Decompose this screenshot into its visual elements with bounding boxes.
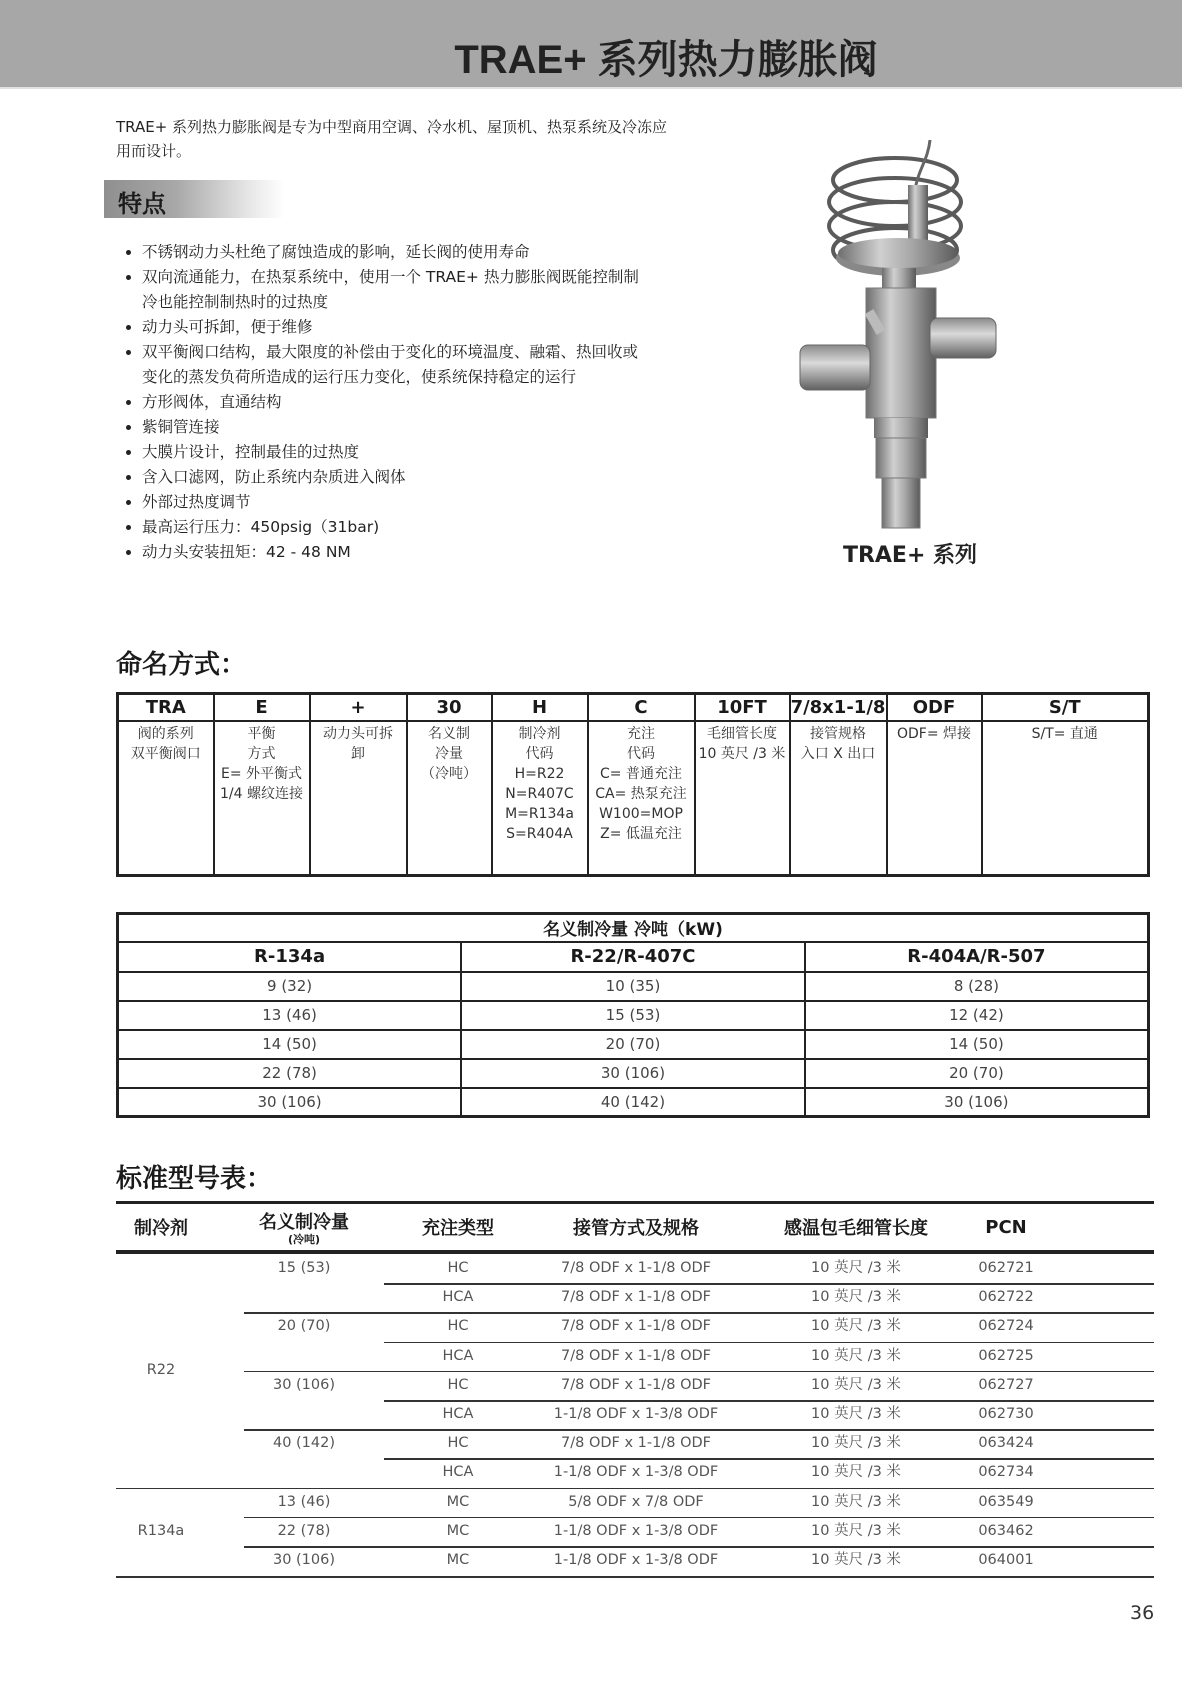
capacity-row — [118, 1030, 1149, 1059]
naming-code: E — [214, 694, 310, 721]
model-pcn: 063424 — [978, 1435, 1034, 1452]
feature-item: 最高运行压力：450psig（31bar) — [124, 515, 644, 540]
naming-desc-line: S/T= 直通 — [1031, 725, 1098, 742]
feature-item: 动力头安装扭矩：42 - 48 NM — [124, 540, 644, 565]
naming-desc — [695, 721, 790, 876]
naming-desc-line: C= 普通充注 — [600, 765, 682, 782]
capacity-header: R-134a — [118, 942, 462, 972]
col-charge: 充注类型 — [422, 1218, 494, 1239]
col-connection: 接管方式及规格 — [573, 1218, 699, 1239]
model-pcn: 063462 — [978, 1522, 1034, 1539]
col-pcn: PCN — [985, 1216, 1027, 1238]
capacity-cell: 9 (32) — [118, 972, 462, 1001]
model-charge: MC — [446, 1522, 470, 1539]
capacity-row — [118, 1088, 1149, 1117]
model-capacity: 30 (106) — [272, 1376, 336, 1393]
model-pcn: 062727 — [978, 1376, 1034, 1393]
model-capillary: 10 英尺 /3 米 — [811, 1376, 901, 1393]
model-capillary: 10 英尺 /3 米 — [811, 1347, 901, 1364]
naming-desc — [790, 721, 887, 876]
capacity-cell: 12 (42) — [805, 1001, 1149, 1030]
feature-item: 不锈钢动力头杜绝了腐蚀造成的影响，延长阀的使用寿命 — [124, 240, 644, 265]
capacity-cell: 15 (53) — [461, 1001, 805, 1030]
capacity-cell: 13 (46) — [118, 1001, 462, 1030]
naming-code: ODF — [887, 694, 982, 721]
model-connection: 7/8 ODF x 1-1/8 ODF — [561, 1260, 711, 1276]
model-charge: HCA — [442, 1406, 474, 1422]
model-charge: MC — [446, 1552, 470, 1568]
naming-desc — [588, 721, 695, 876]
naming-heading: 命名方式： — [116, 650, 247, 680]
capacity-cell: 8 (28) — [805, 972, 1149, 1001]
expansion-valve-photo — [790, 140, 1030, 540]
naming-desc-line: M=R134a — [505, 805, 574, 822]
model-pcn: 063549 — [978, 1493, 1034, 1510]
capacity-cell: 14 (50) — [118, 1030, 462, 1059]
capacity-cell: 10 (35) — [461, 972, 805, 1001]
capacity-row — [118, 1059, 1149, 1088]
model-capillary: 10 英尺 /3 米 — [811, 1522, 901, 1539]
naming-desc-line: 阀的系列 — [137, 725, 194, 742]
model-capacity: 15 (53) — [277, 1260, 331, 1276]
capacity-header-row — [118, 942, 1149, 972]
naming-desc-line: ODF= 焊接 — [896, 725, 972, 742]
naming-code: C — [588, 694, 695, 721]
feature-item: 双平衡阀口结构，最大限度的补偿由于变化的环境温度、融霜、热回收或变化的蒸发负荷所造成的运行压力变化，使系统保持稳定的运行 — [124, 340, 644, 390]
model-capillary: 10 英尺 /3 米 — [811, 1260, 901, 1276]
naming-desc-line: 充注 — [627, 725, 655, 742]
naming-desc-line: W100=MOP — [599, 805, 683, 822]
naming-desc — [407, 721, 492, 876]
capacity-cell: 30 (106) — [805, 1088, 1149, 1117]
model-capillary: 10 英尺 /3 米 — [811, 1406, 901, 1422]
model-connection: 7/8 ODF x 1-1/8 ODF — [561, 1435, 711, 1452]
capacity-cell: 20 (70) — [461, 1030, 805, 1059]
naming-desc — [214, 721, 310, 876]
header-bar — [0, 0, 1182, 89]
feature-item: 紫铜管连接 — [124, 415, 644, 440]
model-refrigerant: R22 — [146, 1362, 176, 1379]
naming-code: 10FT — [695, 694, 790, 721]
models-bottom-rule — [116, 1576, 1154, 1578]
model-capillary: 10 英尺 /3 米 — [811, 1435, 901, 1452]
col-capacity-unit: (冷吨) — [287, 1233, 321, 1246]
naming-desc — [118, 721, 214, 876]
model-charge: HCA — [442, 1464, 474, 1481]
features-heading-tag — [104, 180, 284, 218]
naming-desc-line: S=R404A — [506, 825, 573, 842]
model-pcn: 062722 — [978, 1289, 1034, 1306]
features-heading: 特点 — [118, 190, 166, 218]
models-header-row — [116, 1204, 1154, 1250]
model-capacity: 22 (78) — [277, 1522, 331, 1539]
model-charge: HC — [447, 1435, 469, 1452]
model-capillary: 10 英尺 /3 米 — [811, 1289, 901, 1306]
naming-desc-line: 卸 — [351, 745, 365, 762]
model-capacity: 13 (46) — [277, 1493, 331, 1510]
feature-item: 大膜片设计，控制最佳的过热度 — [124, 440, 644, 465]
model-capillary: 10 英尺 /3 米 — [811, 1493, 901, 1510]
model-connection: 1-1/8 ODF x 1-3/8 ODF — [553, 1464, 719, 1481]
model-pcn: 062721 — [978, 1260, 1034, 1276]
naming-desc-line: E= 外平衡式 — [220, 765, 303, 782]
naming-desc-line: N=R407C — [505, 785, 574, 802]
intro-paragraph: TRAE+ 系列热力膨胀阀是专为中型商用空调、冷水机、屋顶机、热泵系统及冷冻应用而设计。 — [116, 118, 668, 160]
naming-desc — [310, 721, 407, 876]
naming-desc-row — [118, 721, 1149, 876]
capacity-row — [118, 1001, 1149, 1030]
features-list — [124, 240, 644, 565]
model-charge: HC — [447, 1376, 469, 1393]
naming-desc-line: 10 英尺 /3 米 — [698, 745, 786, 762]
col-capacity-label: 名义制冷量 — [259, 1212, 349, 1233]
model-charge: HCA — [442, 1347, 474, 1364]
capacity-cell: 30 (106) — [461, 1059, 805, 1088]
model-pcn: 062730 — [978, 1406, 1034, 1422]
model-connection: 7/8 ODF x 1-1/8 ODF — [561, 1347, 711, 1364]
feature-item: 外部过热度调节 — [124, 490, 644, 515]
naming-code-row — [118, 694, 1149, 721]
page-number: 36 — [1130, 1602, 1155, 1624]
models-table-body — [116, 1254, 1154, 1578]
naming-desc-line: 双平衡阀口 — [130, 745, 201, 762]
model-capacity: 40 (142) — [272, 1435, 336, 1452]
page-title: TRAE+ 系列热力膨胀阀 — [454, 38, 878, 82]
naming-desc-line: 毛细管长度 — [707, 725, 777, 742]
capacity-cell: 14 (50) — [805, 1030, 1149, 1059]
model-pcn: 064001 — [978, 1552, 1034, 1568]
models-heading: 标准型号表： — [116, 1164, 273, 1194]
model-connection: 1-1/8 ODF x 1-3/8 ODF — [553, 1406, 719, 1422]
model-charge: HC — [447, 1318, 469, 1335]
feature-item: 双向流通能力，在热泵系统中，使用一个 TRAE+ 热力膨胀阀既能控制制冷也能控制制热时的过热度 — [124, 265, 644, 315]
capacity-title: 名义制冷量 冷吨（kW) — [118, 914, 1149, 942]
capacity-table — [116, 912, 1150, 1118]
naming-desc — [492, 721, 588, 876]
naming-desc-line: CA= 热泵充注 — [595, 785, 687, 802]
model-pcn: 062734 — [978, 1464, 1034, 1481]
naming-desc-line: 平衡 — [247, 725, 276, 742]
col-capacity — [244, 1204, 364, 1250]
model-pcn: 062724 — [978, 1318, 1034, 1335]
naming-code: S/T — [982, 694, 1149, 721]
model-connection: 7/8 ODF x 1-1/8 ODF — [561, 1318, 711, 1335]
model-connection: 7/8 ODF x 1-1/8 ODF — [561, 1289, 711, 1306]
naming-code: 30 — [407, 694, 492, 721]
naming-desc-line: 代码 — [525, 745, 554, 762]
naming-desc-line: 动力头可拆 — [323, 725, 393, 742]
feature-item: 动力头可拆卸，便于维修 — [124, 315, 644, 340]
naming-desc-line: 方式 — [247, 745, 276, 762]
capacity-cell: 30 (106) — [118, 1088, 462, 1117]
naming-code: TRA — [118, 694, 214, 721]
naming-code: H — [492, 694, 588, 721]
naming-desc-line: （冷吨） — [421, 765, 477, 782]
model-capillary: 10 英尺 /3 米 — [811, 1552, 901, 1568]
model-connection: 7/8 ODF x 1-1/8 ODF — [561, 1376, 711, 1393]
naming-code: 7/8x1-1/8 — [790, 694, 887, 721]
model-charge: MC — [446, 1493, 470, 1510]
naming-desc — [887, 721, 982, 876]
naming-desc-line: H=R22 — [514, 765, 565, 782]
model-pcn: 062725 — [978, 1347, 1034, 1364]
product-caption: TRAE+ 系列 — [842, 543, 978, 568]
model-capacity: 30 (106) — [272, 1552, 336, 1568]
model-connection: 5/8 ODF x 7/8 ODF — [568, 1493, 704, 1510]
model-connection: 1-1/8 ODF x 1-3/8 ODF — [553, 1552, 719, 1568]
capacity-row — [118, 972, 1149, 1001]
capacity-cell: 40 (142) — [461, 1088, 805, 1117]
capacity-cell: 22 (78) — [118, 1059, 462, 1088]
feature-item: 含入口滤网，防止系统内杂质进入阀体 — [124, 465, 644, 490]
naming-desc-line: 名义制 — [428, 725, 470, 742]
naming-code: + — [310, 694, 407, 721]
naming-desc-line: Z= 低温充注 — [600, 825, 682, 842]
model-capacity: 20 (70) — [277, 1318, 331, 1335]
feature-item: 方形阀体，直通结构 — [124, 390, 644, 415]
naming-desc-line: 制冷剂 — [518, 725, 561, 742]
model-charge: HC — [447, 1260, 469, 1276]
naming-table — [116, 692, 1150, 877]
model-charge: HCA — [442, 1289, 474, 1306]
naming-desc-line: 代码 — [627, 745, 655, 762]
model-connection: 1-1/8 ODF x 1-3/8 ODF — [553, 1522, 719, 1539]
model-capillary: 10 英尺 /3 米 — [811, 1318, 901, 1335]
naming-desc-line: 冷量 — [435, 745, 463, 762]
naming-desc-line: 1/4 螺纹连接 — [220, 785, 303, 802]
col-capillary: 感温包毛细管长度 — [784, 1218, 928, 1239]
capacity-cell: 20 (70) — [805, 1059, 1149, 1088]
model-refrigerant: R134a — [137, 1522, 185, 1539]
naming-desc-line: 入口 X 出口 — [800, 745, 876, 762]
capacity-header: R-404A/R-507 — [805, 942, 1149, 972]
col-refrigerant: 制冷剂 — [134, 1218, 188, 1239]
model-capillary: 10 英尺 /3 米 — [811, 1464, 901, 1481]
naming-desc — [982, 721, 1149, 876]
capacity-header: R-22/R-407C — [461, 942, 805, 972]
naming-desc-line: 接管规格 — [810, 725, 866, 742]
